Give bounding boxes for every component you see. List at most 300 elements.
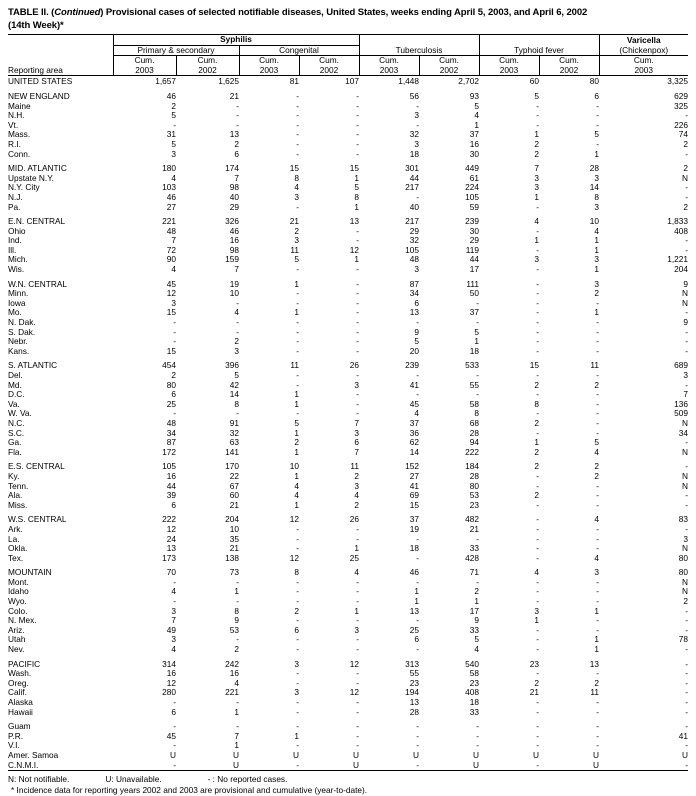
row-cell: 9: [414, 326, 420, 337]
row-cell: 18: [409, 543, 420, 554]
row-cell: -: [685, 345, 689, 356]
row-cell: -: [173, 317, 176, 328]
row-area-label: UNITED STATES: [8, 76, 73, 87]
row-cell: 15: [289, 163, 299, 174]
row-cell: -: [416, 191, 420, 202]
row-cell: 80: [589, 76, 600, 87]
row-cell: -: [356, 100, 360, 111]
header-blank-corner-2: [8, 45, 113, 56]
header-col-tb-2002: [419, 56, 479, 76]
row-cell: 2: [171, 100, 176, 111]
row-cell: 37: [469, 129, 480, 140]
row-cell: 4: [354, 567, 360, 578]
row-cell: 13: [166, 543, 176, 554]
row-cell: 1: [534, 437, 540, 448]
row-cell: 6: [594, 90, 600, 101]
row-cell: -: [296, 148, 299, 159]
row-cell: 16: [469, 138, 480, 149]
row-cell: 44: [166, 480, 176, 491]
row-cell: 8: [594, 191, 600, 202]
row-cell: -: [536, 326, 540, 337]
row-cell: -: [296, 533, 299, 544]
row-cell: -: [236, 119, 239, 130]
row-cell: -: [685, 191, 689, 202]
row-cell: 20: [409, 345, 420, 356]
row-cell: 44: [409, 172, 420, 183]
row-cell: 12: [349, 687, 360, 698]
row-cell: 36: [409, 427, 420, 438]
header-col-typhoid-2002: [539, 56, 599, 76]
row-cell: 93: [469, 90, 480, 101]
row-cell: N: [682, 297, 689, 308]
header-row-disease-sub: [8, 45, 688, 56]
table-row: [8, 732, 688, 742]
row-cell: -: [536, 576, 540, 587]
row-cell: 40: [229, 191, 239, 202]
row-cell: -: [536, 706, 540, 717]
row-cell: -: [296, 345, 299, 356]
row-cell: -: [596, 100, 600, 111]
row-cell: -: [416, 119, 420, 130]
row-cell: 152: [405, 461, 420, 472]
row-area-label: Tex.: [8, 552, 24, 563]
year-label: 2002: [198, 64, 217, 75]
row-cell: -: [296, 615, 299, 626]
row-cell: N: [682, 480, 689, 491]
row-cell: -: [596, 543, 600, 554]
row-cell: 107: [345, 76, 360, 87]
row-cell: 7: [234, 172, 239, 183]
row-area-label: N.Y. City: [8, 182, 40, 193]
row-cell: 1,833: [667, 216, 689, 227]
row-cell: -: [296, 706, 299, 717]
row-cell: -: [356, 721, 360, 732]
row-cell: -: [416, 615, 420, 626]
row-cell: -: [416, 759, 420, 770]
row-cell: -: [296, 297, 299, 308]
row-cell: 23: [469, 677, 480, 688]
row-cell: 1: [294, 446, 299, 457]
row-cell: 7: [234, 264, 239, 275]
row-cell: -: [236, 596, 239, 607]
row-cell: 83: [678, 514, 689, 525]
row-area-label: La.: [8, 533, 20, 544]
row-area-label: Ind.: [8, 235, 22, 246]
row-cell: -: [173, 697, 176, 707]
row-cell: -: [536, 624, 540, 635]
row-cell: 1: [354, 201, 360, 212]
row-cell: 24: [166, 533, 176, 544]
row-cell: 689: [674, 360, 689, 371]
title-text-line2: (14th Week)*: [8, 19, 64, 31]
row-cell: 29: [409, 225, 420, 236]
row-cell: 21: [469, 523, 480, 534]
row-cell: 2: [354, 470, 360, 481]
header-group-varicella-line2: (Chickenpox): [599, 45, 688, 56]
row-area-label: Mass.: [8, 129, 31, 140]
row-cell: 1: [414, 596, 420, 607]
row-cell: 2: [534, 677, 540, 688]
row-cell: -: [596, 297, 600, 308]
table-row: [8, 587, 688, 597]
row-cell: -: [536, 644, 540, 655]
table-row: [8, 203, 688, 213]
table-row: [8, 275, 688, 290]
row-cell: -: [685, 721, 689, 732]
row-cell: 217: [405, 182, 420, 193]
table-row: [8, 669, 688, 679]
row-cell: 326: [225, 216, 239, 227]
row-cell: 103: [162, 182, 176, 193]
row-cell: -: [356, 326, 360, 337]
row-cell: 33: [469, 624, 480, 635]
row-cell: -: [416, 721, 420, 732]
row-cell: 18: [409, 148, 420, 159]
table-body: [8, 77, 688, 770]
row-cell: 8: [474, 408, 480, 419]
row-cell: 13: [349, 216, 360, 227]
row-cell: 48: [166, 225, 176, 236]
row-cell: -: [536, 634, 540, 645]
row-cell: 3: [683, 533, 689, 544]
row-cell: -: [685, 644, 689, 655]
row-cell: 2: [594, 461, 600, 472]
row-cell: -: [685, 461, 689, 472]
row-cell: 41: [678, 730, 689, 741]
table-row: [8, 390, 688, 400]
row-cell: 4: [534, 567, 540, 578]
row-cell: 28: [589, 163, 600, 174]
row-cell: 28: [409, 706, 420, 717]
row-cell: -: [596, 119, 600, 130]
row-cell: -: [476, 740, 480, 751]
table-row: [8, 212, 688, 227]
row-cell: 5: [294, 417, 299, 428]
row-cell: -: [536, 552, 540, 563]
row-area-label: NEW ENGLAND: [8, 90, 70, 101]
row-cell: 4: [474, 644, 480, 655]
row-cell: -: [685, 326, 689, 337]
row-area-label: Wash.: [8, 668, 32, 679]
row-cell: -: [476, 533, 480, 544]
row-cell: -: [685, 706, 689, 717]
table-row: [8, 578, 688, 588]
row-cell: -: [416, 100, 420, 111]
row-cell: -: [685, 110, 689, 121]
row-cell: 2: [534, 446, 540, 457]
row-cell: -: [356, 586, 360, 597]
row-cell: 25: [166, 398, 176, 409]
header-sub-congenital: Congenital: [239, 45, 359, 56]
row-cell: 56: [409, 90, 420, 101]
row-area-label: N. Mex.: [8, 615, 37, 626]
row-cell: 32: [409, 129, 420, 140]
row-cell: 87: [166, 437, 176, 448]
row-cell: 60: [229, 490, 239, 501]
row-area-label: N.C.: [8, 417, 25, 428]
row-cell: 1,625: [218, 76, 239, 87]
table-row: [8, 544, 688, 554]
row-cell: 301: [405, 163, 420, 174]
row-cell: 184: [465, 461, 480, 472]
row-cell: -: [596, 317, 600, 328]
footnote-dash: - : No reported cases.: [207, 774, 288, 785]
table-row: [8, 337, 688, 347]
row-cell: 173: [162, 552, 176, 563]
table-row: [8, 183, 688, 193]
row-cell: -: [536, 514, 540, 525]
row-cell: 1: [294, 278, 299, 289]
row-cell: -: [536, 225, 540, 236]
row-cell: -: [685, 687, 689, 698]
row-cell: -: [685, 697, 689, 707]
row-cell: -: [356, 634, 360, 645]
header-group-typhoid-spacer: [479, 35, 599, 46]
row-area-label: W. Va.: [8, 408, 32, 419]
row-cell: 222: [162, 514, 176, 525]
row-cell: 69: [409, 490, 420, 501]
row-cell: 509: [674, 408, 689, 419]
header-group-syphilis: Syphilis: [113, 35, 359, 46]
row-area-label: Conn.: [8, 148, 31, 159]
row-cell: 37: [409, 514, 420, 525]
row-cell: 105: [465, 191, 480, 202]
year-label: 2003: [259, 64, 279, 75]
row-cell: 8: [294, 172, 299, 183]
row-cell: 1: [294, 398, 299, 409]
row-cell: 80: [678, 552, 689, 563]
row-cell: 19: [229, 278, 239, 289]
row-cell: 37: [469, 307, 480, 318]
row-cell: -: [536, 100, 540, 111]
row-cell: -: [356, 235, 360, 246]
row-cell: 3: [354, 379, 360, 390]
header-blank-corner: [8, 35, 113, 46]
row-cell: -: [596, 110, 600, 121]
row-cell: -: [536, 730, 540, 741]
row-cell: 40: [409, 201, 420, 212]
row-cell: -: [596, 370, 600, 380]
row-cell: -: [296, 201, 299, 212]
row-cell: 1: [294, 307, 299, 318]
row-cell: -: [356, 706, 360, 717]
row-cell: 482: [465, 514, 480, 525]
row-cell: N: [682, 446, 689, 457]
table-row: [8, 308, 688, 318]
row-cell: -: [356, 110, 360, 121]
row-cell: -: [296, 644, 299, 655]
row-cell: -: [536, 470, 540, 481]
row-cell: 48: [166, 417, 176, 428]
row-cell: 13: [409, 605, 420, 616]
row-cell: 3: [594, 172, 600, 183]
table-row: [8, 381, 688, 391]
row-cell: 7: [354, 417, 360, 428]
row-cell: 1: [594, 244, 600, 255]
cum-label: Cum.: [633, 55, 654, 66]
row-cell: 222: [465, 446, 480, 457]
row-area-label: Ky.: [8, 470, 20, 481]
row-cell: -: [236, 110, 239, 121]
row-cell: 5: [474, 634, 480, 645]
header-group-tuberculosis-spacer: [359, 35, 479, 46]
row-cell: 8: [234, 398, 239, 409]
row-cell: 6: [234, 148, 239, 159]
table-row: [8, 318, 688, 328]
row-cell: 7: [171, 235, 176, 246]
row-cell: 1: [354, 172, 360, 183]
table-row: [8, 679, 688, 689]
row-area-label: Fla.: [8, 446, 22, 457]
table-row: [8, 227, 688, 237]
table-row: [8, 102, 688, 112]
row-cell: -: [536, 480, 540, 491]
row-cell: U: [533, 749, 540, 760]
row-cell: 313: [405, 658, 420, 669]
row-cell: -: [356, 740, 360, 751]
row-cell: -: [356, 576, 360, 587]
row-cell: N: [682, 543, 689, 554]
row-cell: -: [416, 740, 420, 751]
row-cell: -: [173, 336, 176, 347]
row-cell: 63: [229, 437, 239, 448]
table-row: [8, 501, 688, 511]
header-group-varicella-line1: Varicella: [599, 35, 688, 46]
row-area-label: Del.: [8, 370, 23, 380]
row-cell: 7: [354, 446, 360, 457]
row-cell: 280: [162, 687, 176, 698]
row-cell: 15: [349, 163, 360, 174]
row-cell: -: [236, 297, 239, 308]
cum-label: Cum.: [259, 55, 279, 66]
row-cell: 3: [683, 370, 689, 380]
row-area-label: Ala.: [8, 490, 23, 501]
row-cell: 1: [534, 235, 540, 246]
row-area-label: Vt.: [8, 119, 19, 130]
table-row: [8, 655, 688, 670]
row-cell: 5: [354, 182, 360, 193]
table-row: [8, 299, 688, 309]
row-cell: 1: [354, 605, 360, 616]
row-cell: 21: [229, 499, 239, 510]
row-cell: -: [356, 697, 360, 707]
row-cell: 26: [349, 360, 360, 371]
row-cell: 2: [534, 379, 540, 390]
row-cell: 3: [594, 254, 600, 265]
row-cell: -: [596, 721, 600, 732]
row-cell: 25: [409, 624, 420, 635]
row-cell: 1: [594, 235, 600, 246]
row-cell: 45: [166, 730, 176, 741]
row-cell: 13: [409, 697, 420, 707]
header-row-disease-group: [8, 35, 688, 46]
row-cell: -: [536, 596, 540, 607]
row-cell: 25: [349, 552, 360, 563]
row-cell: -: [536, 427, 540, 438]
row-cell: 3: [354, 427, 360, 438]
row-cell: -: [296, 370, 299, 380]
row-cell: 9: [683, 278, 689, 289]
row-cell: 53: [229, 624, 239, 635]
row-cell: -: [596, 697, 600, 707]
row-cell: 2: [594, 470, 600, 481]
row-cell: 34: [678, 427, 689, 438]
cum-label: Cum.: [559, 55, 579, 66]
row-cell: -: [356, 730, 360, 741]
row-cell: 21: [229, 543, 239, 554]
row-cell: 10: [229, 523, 239, 534]
row-cell: 5: [474, 326, 480, 337]
row-cell: 1: [594, 307, 600, 318]
table-row: [8, 741, 688, 751]
cum-label: Cum.: [197, 55, 218, 66]
row-cell: -: [236, 634, 239, 645]
row-cell: -: [476, 721, 480, 732]
row-cell: 19: [409, 523, 420, 534]
row-cell: -: [536, 297, 540, 308]
row-cell: U: [353, 759, 360, 770]
row-area-label: Alaska: [8, 697, 33, 707]
row-cell: 61: [469, 172, 480, 183]
header-col-syphilis-ps-2003: [113, 56, 176, 76]
row-area-label: Colo.: [8, 605, 28, 616]
row-cell: 16: [166, 668, 176, 679]
row-cell: 105: [162, 461, 176, 472]
row-cell: -: [596, 345, 600, 356]
title-text-italic: Continued: [54, 7, 101, 18]
row-cell: 34: [409, 288, 420, 299]
row-cell: U: [233, 759, 239, 770]
table-row: [8, 751, 688, 761]
row-cell: 6: [294, 624, 299, 635]
row-cell: 12: [289, 514, 299, 525]
table-row: [8, 554, 688, 564]
row-cell: -: [536, 586, 540, 597]
row-cell: 2: [683, 596, 689, 607]
row-cell: 14: [409, 446, 420, 457]
row-cell: 8: [294, 567, 299, 578]
table-row: [8, 246, 688, 256]
row-cell: -: [536, 740, 540, 751]
row-area-label: Kans.: [8, 345, 30, 356]
row-cell: U: [593, 749, 600, 760]
header-group-typhoid-fever: Typhoid fever: [479, 45, 599, 56]
row-cell: -: [356, 389, 360, 400]
row-cell: -: [536, 721, 540, 732]
row-cell: -: [596, 523, 600, 534]
table-header: [8, 35, 688, 78]
row-cell: 13: [229, 129, 239, 140]
row-cell: 16: [229, 235, 239, 246]
row-cell: 23: [469, 499, 480, 510]
row-cell: 8: [354, 191, 360, 202]
row-cell: 2: [294, 605, 299, 616]
table-row: [8, 698, 688, 708]
table-row: [8, 419, 688, 429]
row-cell: 10: [589, 216, 600, 227]
row-area-label: Pa.: [8, 201, 21, 212]
row-cell: -: [236, 697, 239, 707]
row-cell: -: [685, 148, 689, 159]
row-cell: 4: [294, 480, 299, 491]
row-cell: 1: [594, 264, 600, 275]
row-cell: -: [416, 533, 420, 544]
row-cell: U: [473, 749, 480, 760]
row-cell: 2: [294, 437, 299, 448]
row-cell: -: [173, 576, 176, 587]
row-cell: -: [236, 576, 239, 587]
row-cell: 3: [414, 264, 420, 275]
